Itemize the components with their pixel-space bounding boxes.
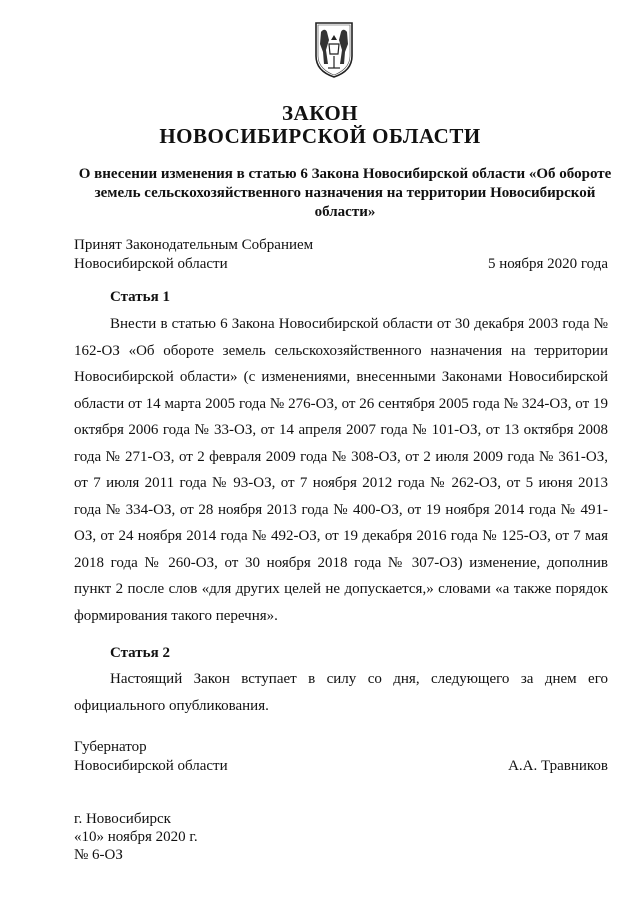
article-2-text: Настоящий Закон вступает в силу со дня, следующего за днем его официального опубликования. (74, 671, 608, 714)
novosibirsk-coat-of-arms-icon (312, 20, 356, 78)
article-1-text: Внести в статью 6 Закона Новосибирской области от 30 декабря 2003 года № 162-ОЗ «Об обороте земель сельскохозяйственного назначения на территории Новосибирской области» (с изменениями, внесенными Законами Новосибирской области от 14 марта 2005 года № 276-ОЗ, от 26 сентября 2005 года № 324-ОЗ, от 19 октября 2006 года № 33-ОЗ, от 14 апреля 2007 года № 101-ОЗ, от 13 октября 2008 года № 271-ОЗ, от 2 февраля 2009 года № 308-ОЗ, от 2 июля 2009 года № 361-ОЗ, от 7 июля 2011 года № 93-ОЗ, от 7 ноября 2012 года № 262-ОЗ, от 5 июня 2013 года № 334-ОЗ, от 28 ноября 2013 года № 400-ОЗ, от 19 ноября 2014 года № 491-ОЗ, от 24 ноября 2014 года № 492-ОЗ, от 19 декабря 2016 года № 125-ОЗ, от 7 мая 2018 года № 260-ОЗ, от 30 ноября 2018 года № 307-ОЗ) изменение, дополнив пункт 2 после слов «для других целей не допускается,» словами «а также порядок формирования такого перечня». (74, 316, 608, 624)
signatory-title-line-1: Губернатор (74, 739, 147, 755)
footer-city: г. Новосибирск (74, 811, 171, 827)
law-title-line-1: ЗАКОН (281, 101, 359, 125)
signatory-title-line-2: Новосибирской области (74, 758, 228, 774)
law-title-line-2: НОВОСИБИРСКОЙ ОБЛАСТИ (159, 124, 481, 148)
adopted-by-line-1: Принят Законодательным Собранием (74, 237, 314, 253)
footer-date: «10» ноября 2020 г. (74, 829, 198, 845)
adoption-date: 5 ноября 2020 года (487, 256, 608, 272)
article-1-heading: Статья 1 (110, 289, 170, 305)
adopted-by-line-2: Новосибирской области (74, 256, 228, 272)
law-subject: О внесении изменения в статью 6 Закона Новосибирской области «Об обороте земель сельскохозяйственного назначения на территории Новосибирской области» (78, 166, 612, 220)
footer-law-number: № 6-ОЗ (74, 847, 123, 863)
signatory-name: А.А. Травников (508, 758, 608, 774)
article-2-heading: Статья 2 (110, 645, 170, 661)
